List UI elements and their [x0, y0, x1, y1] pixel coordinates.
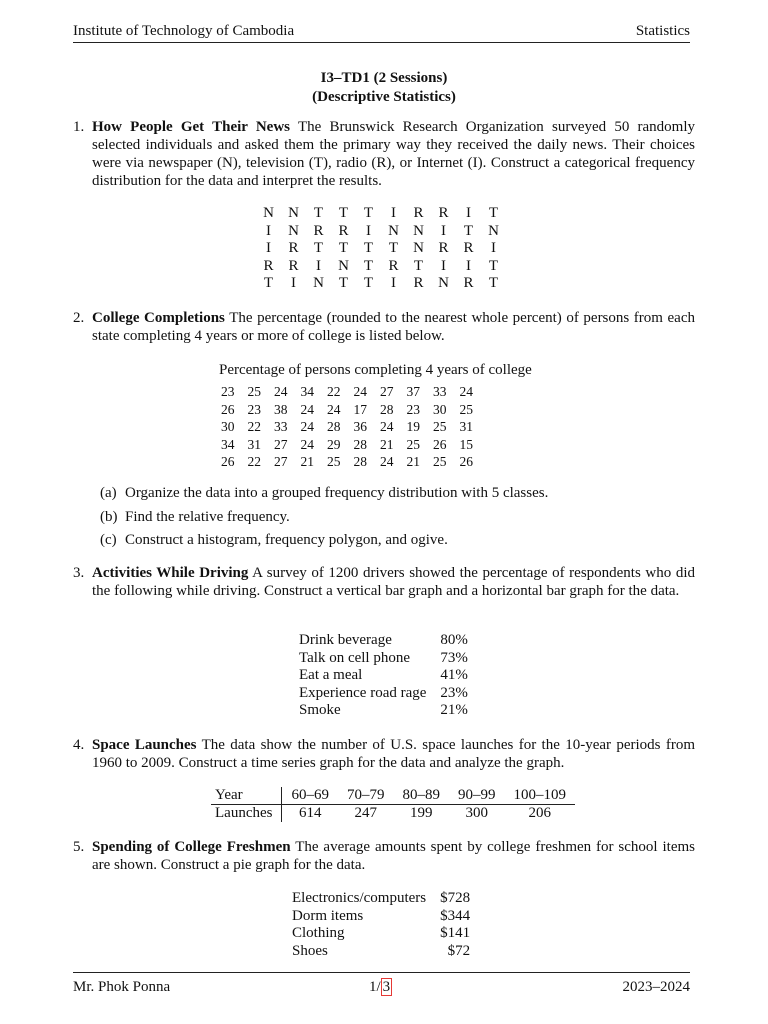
driving-activities-table: [299, 632, 468, 720]
grid-row: [221, 418, 486, 436]
grid-cell: I: [441, 222, 446, 239]
grid-cell: T: [413, 257, 424, 274]
problem-number: 2.: [73, 310, 85, 326]
grid-row: [256, 223, 506, 241]
grid-cell: R: [388, 257, 399, 274]
row-value: 80%: [440, 632, 468, 648]
problem-5: [73, 838, 695, 874]
table-row: [292, 908, 470, 926]
grid-cell: T: [313, 205, 324, 221]
grid-cell: R: [338, 222, 349, 239]
page-footer: [73, 972, 690, 996]
grid-cell: 30: [433, 401, 447, 417]
course-name: Statistics: [635, 23, 690, 39]
grid-cell: 25: [459, 401, 473, 417]
launches-row: [211, 805, 575, 823]
table-row: [299, 685, 468, 703]
problem-heading: How People Get Their News: [92, 119, 291, 135]
grid-cell: 26: [221, 401, 235, 417]
problem-number: 4.: [73, 737, 85, 753]
grid-cell: 25: [247, 384, 261, 399]
grid-cell: R: [463, 240, 474, 257]
row-value: 23%: [440, 684, 468, 701]
grid-cell: 33: [274, 419, 288, 434]
grid-cell: N: [388, 222, 399, 239]
launches-cell: 199: [409, 805, 433, 821]
problem-2: [73, 309, 695, 345]
grid-cell: I: [366, 222, 371, 239]
sub-question: [100, 529, 695, 553]
grid-cell: 34: [221, 436, 235, 452]
grid-cell: I: [291, 275, 296, 292]
grid-cell: N: [288, 205, 299, 221]
grid-cell: T: [363, 275, 374, 292]
grid-cell: 24: [380, 419, 394, 434]
freshmen-spending-table: [292, 890, 470, 960]
grid-cell: 28: [327, 419, 341, 434]
grid-cell: 23: [221, 384, 235, 399]
grid-cell: T: [313, 240, 324, 257]
grid-cell: R: [413, 275, 424, 292]
row-label: Eat a meal: [299, 667, 363, 684]
launches-cell: 614: [298, 805, 322, 821]
row-value: $728: [440, 890, 471, 906]
grid-cell: 28: [353, 436, 367, 452]
grid-cell: 21: [406, 454, 420, 469]
grid-cell: 29: [327, 436, 341, 452]
row-value: $72: [447, 942, 471, 959]
grid-cell: R: [463, 275, 474, 292]
problem-heading: College Completions: [92, 310, 225, 326]
grid-row: [256, 275, 506, 293]
row-label: Clothing: [292, 925, 345, 942]
launches-cell: 206: [528, 805, 551, 821]
problem-3: [73, 564, 695, 600]
grid-cell: 23: [247, 401, 261, 417]
grid-row: [256, 240, 506, 258]
table-row: [299, 702, 468, 720]
grid-cell: 25: [433, 419, 447, 434]
college-table-title: Percentage of persons completing 4 years of college: [219, 362, 532, 378]
grid-cell: 38: [274, 401, 288, 417]
grid-cell: T: [338, 275, 349, 292]
author-name: Mr. Phok Ponna: [73, 979, 171, 995]
problem-heading: Spending of College Freshmen: [92, 839, 291, 855]
problem-number: 3.: [73, 565, 85, 581]
grid-cell: I: [391, 275, 396, 292]
grid-cell: R: [263, 257, 274, 274]
year-cell: 80–89: [393, 787, 449, 805]
grid-cell: 28: [380, 401, 394, 417]
grid-cell: T: [488, 205, 499, 221]
total-pages-link[interactable]: 3: [382, 979, 391, 995]
row-label: Shoes: [292, 942, 328, 959]
grid-cell: 24: [380, 454, 394, 469]
grid-cell: 19: [406, 419, 420, 434]
row-label: Experience road rage: [299, 684, 427, 701]
sub-question-label: (c): [100, 532, 117, 549]
grid-cell: N: [338, 257, 349, 274]
grid-cell: T: [338, 205, 349, 221]
problem-1: [73, 118, 695, 190]
grid-cell: I: [466, 205, 471, 221]
college-table: [219, 361, 579, 471]
grid-cell: T: [463, 222, 474, 239]
grid-cell: 24: [353, 384, 367, 399]
row-label: Drink beverage: [299, 632, 392, 648]
grid-cell: 26: [459, 454, 473, 469]
grid-cell: 24: [274, 384, 288, 399]
grid-cell: N: [288, 222, 299, 239]
grid-cell: 28: [353, 454, 367, 469]
sub-question-label: (b): [100, 508, 118, 525]
sub-question-text: Find the relative frequency.: [125, 508, 290, 525]
row-value: 73%: [440, 649, 468, 666]
grid-row: [221, 401, 486, 419]
row-value: 41%: [440, 667, 468, 684]
row-value: 21%: [440, 702, 468, 719]
table-row: [292, 890, 470, 908]
grid-row: [221, 436, 486, 454]
grid-cell: 24: [300, 419, 314, 434]
grid-cell: R: [413, 205, 424, 221]
grid-cell: R: [438, 240, 449, 257]
row-label: Smoke: [299, 702, 341, 719]
row-label: Talk on cell phone: [299, 649, 410, 666]
problem-text: The data show the number of U.S. space launches for the 10-year periods from 1960 to 2009. Construct a time series graph for the data and analyze the graph.: [92, 737, 696, 771]
grid-cell: I: [441, 257, 446, 274]
grid-cell: 23: [406, 401, 420, 417]
grid-cell: 36: [353, 419, 367, 434]
grid-cell: R: [438, 205, 449, 221]
space-launches-table: [211, 787, 575, 822]
grid-cell: 33: [433, 384, 447, 399]
grid-cell: 25: [327, 454, 341, 469]
grid-cell: 15: [459, 436, 473, 452]
sub-question: [100, 482, 695, 506]
page-number: [369, 978, 392, 996]
grid-cell: 27: [274, 454, 288, 469]
grid-cell: 24: [459, 384, 473, 399]
sub-question-label: (a): [100, 485, 117, 501]
problem-text: The average amounts spent by college freshmen for school items are shown. Construct a pie graph for the data.: [92, 839, 695, 873]
grid-cell: I: [491, 240, 496, 257]
grid-row: [221, 453, 486, 471]
problem-4: [73, 736, 695, 772]
document-title: [0, 69, 768, 107]
year-cell: 100–109: [504, 787, 575, 805]
academic-year: 2023–2024: [622, 979, 690, 995]
grid-cell: R: [288, 240, 299, 257]
problem-text: The percentage (rounded to the nearest whole percent) of persons from each state completing 4 years or more of college is listed below.: [92, 310, 695, 344]
grid-cell: T: [263, 275, 274, 292]
grid-cell: N: [313, 275, 324, 292]
grid-cell: R: [288, 257, 299, 274]
grid-cell: N: [263, 205, 274, 221]
row-label: Electronics/computers: [292, 890, 427, 906]
table-row: [292, 943, 470, 961]
grid-cell: R: [313, 222, 324, 239]
problem-text: The Brunswick Research Organization surveyed 50 randomly selected individuals and asked them the primary way they received the daily news. Their choices were via newspaper (N), television (T), radio (R), or Internet (I). Construct a categorical frequency distribution for the data and interpret the results.: [92, 119, 696, 189]
launches-cell: 247: [354, 805, 377, 821]
grid-cell: 31: [247, 436, 261, 452]
launches-cell: 300: [465, 805, 488, 821]
grid-row: [221, 383, 486, 401]
grid-cell: 22: [247, 419, 261, 434]
sub-question-text: Organize the data into a grouped frequency distribution with 5 classes.: [125, 485, 549, 501]
grid-cell: 31: [459, 419, 473, 434]
grid-cell: 34: [300, 384, 314, 399]
year-cell: 70–79: [338, 787, 394, 805]
grid-cell: T: [363, 205, 374, 221]
grid-cell: T: [363, 257, 374, 274]
grid-cell: N: [438, 275, 449, 292]
grid-row: [256, 258, 506, 276]
grid-cell: N: [488, 222, 499, 239]
grid-cell: 24: [327, 401, 341, 417]
problem-heading: Activities While Driving: [92, 565, 249, 581]
grid-cell: N: [413, 222, 424, 239]
problem-number: 5.: [73, 839, 85, 855]
grid-cell: 22: [327, 384, 341, 399]
table-row: [292, 925, 470, 943]
problem-text: A survey of 1200 drivers showed the percentage of respondents who did the following while driving. Construct a vertical bar graph and a horizontal bar graph for the data.: [92, 565, 695, 599]
grid-cell: I: [466, 257, 471, 274]
grid-cell: I: [266, 240, 271, 257]
grid-cell: 24: [300, 401, 314, 417]
grid-cell: N: [413, 240, 424, 257]
page-prefix: 1/: [369, 979, 381, 995]
grid-cell: 21: [300, 454, 314, 469]
grid-cell: 26: [433, 436, 447, 452]
row-header: Year: [211, 787, 282, 805]
grid-cell: 22: [247, 454, 261, 469]
grid-cell: 17: [353, 401, 367, 417]
grid-cell: T: [363, 240, 374, 257]
grid-cell: 24: [300, 436, 314, 452]
grid-cell: T: [488, 275, 499, 292]
institute-name: Institute of Technology of Cambodia: [73, 23, 295, 39]
grid-cell: 27: [274, 436, 288, 452]
row-value: $141: [440, 925, 471, 942]
grid-cell: T: [488, 257, 499, 274]
year-cell: 60–69: [282, 787, 338, 805]
grid-row: [256, 205, 506, 223]
table-row: [299, 632, 468, 650]
grid-cell: I: [316, 257, 321, 274]
table-row: [299, 667, 468, 685]
problem-2-parts: [73, 482, 695, 553]
sub-question-text: Construct a histogram, frequency polygon, and ogive.: [125, 532, 448, 549]
grid-cell: 21: [380, 436, 394, 452]
problem-number: 1.: [73, 119, 85, 135]
grid-cell: I: [391, 205, 396, 221]
grid-cell: I: [266, 222, 271, 239]
grid-cell: 37: [406, 384, 420, 399]
row-value: $344: [440, 907, 471, 924]
title-line-2: (Descriptive Statistics): [312, 89, 456, 105]
grid-cell: 25: [406, 436, 420, 452]
year-cell: 90–99: [449, 787, 505, 805]
grid-cell: 26: [221, 454, 235, 469]
grid-cell: T: [388, 240, 399, 257]
news-letter-grid: [256, 205, 506, 293]
row-header: Launches: [211, 805, 282, 823]
grid-cell: T: [338, 240, 349, 257]
sub-question: [100, 506, 695, 530]
year-row: [211, 787, 575, 805]
grid-cell: 25: [433, 454, 447, 469]
row-label: Dorm items: [292, 907, 364, 924]
grid-cell: 30: [221, 419, 235, 434]
problem-heading: Space Launches: [92, 737, 197, 753]
page-header: [73, 22, 690, 43]
table-row: [299, 650, 468, 668]
grid-cell: 27: [380, 384, 394, 399]
title-line-1: I3–TD1 (2 Sessions): [320, 70, 448, 86]
